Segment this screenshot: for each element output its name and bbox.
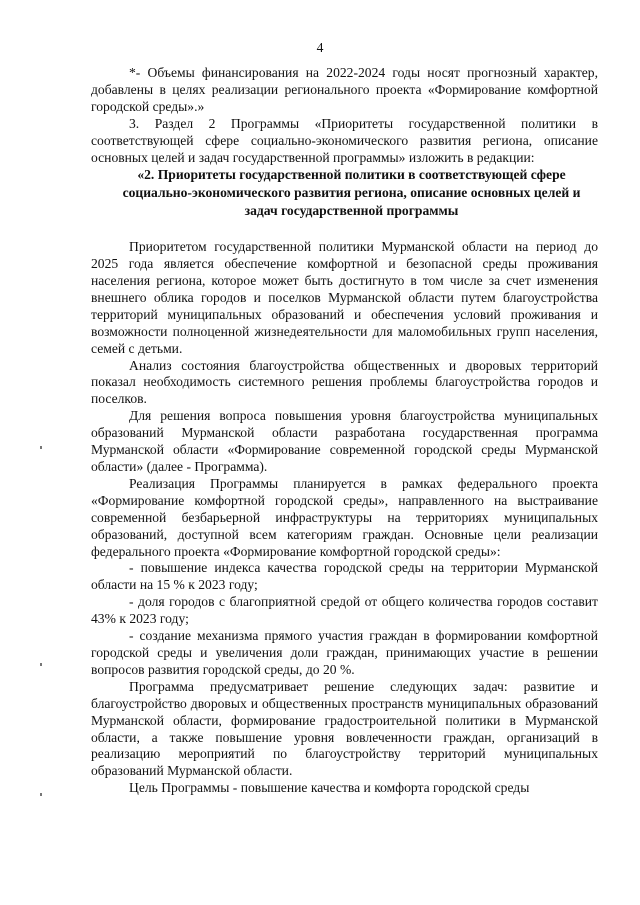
- program-development-paragraph: Для решения вопроса повышения уровня благоустройства муниципальных образований Мурманской области разработана государственная программа Мурманской области «Формирование современной городской среды Мурманской области» (далее - Программа).: [91, 408, 598, 474]
- goal-bullet-participation: - создание механизма прямого участия граждан в формировании комфортной городской среды и увеличения доли граждан, принимающих участие в решении вопросов развития городской среды, до 20 %.: [91, 628, 598, 677]
- heading-spacer: [91, 219, 598, 239]
- page-number: 4: [316, 40, 324, 55]
- program-goal-paragraph: Цель Программы - повышение качества и комфорта городской среды: [129, 780, 530, 796]
- goal-bullet-index: - повышение индекса качества городской среды на территории Мурманской области на 15 % к 2023 году;: [91, 560, 598, 593]
- footnote-paragraph: *- Объемы финансирования на 2022-2024 годы носят прогнозный характер, добавлены в целях реализации регионального проекта «Формирование комфортной городской среды».»: [91, 65, 598, 114]
- section-amendment-paragraph: 3. Раздел 2 Программы «Приоритеты государственной политики в соответствующей сфере социально-экономического развития региона, описание основных целей и задач государственной программы» изложить в редакции:: [91, 115, 598, 165]
- goal-bullet-cities: - доля городов с благоприятной средой от общего количества городов составит 43% к 2023 году;: [91, 594, 598, 627]
- priority-paragraph: Приоритетом государственной политики Мурманской области на период до 2025 года является обеспечение комфортной и безопасной среды проживания населения региона, которое может быть достигнуто в том числе за счет изменения внешнего облика городов и поселков Мурманской области путем благоустройства территорий муниципальных образований и обеспечения условий проживания и возможности полноценной жизнедеятельности для маломобильных групп населения, семей с детьми.: [91, 239, 598, 356]
- federal-project-paragraph: Реализация Программы планируется в рамках федерального проекта «Формирование комфортной городской среды», направленного на выстраивание современной безбарьерной инфраструктуры на территориях муниципальных образований, доступной всем категориям граждан. Основные цели реализации федерального проекта «Формирование комфортной городской среды»:: [91, 475, 598, 559]
- analysis-paragraph: Анализ состояния благоустройства общественных и дворовых территорий показал необходимость системного решения проблемы благоустройства городов и поселков.: [91, 357, 598, 407]
- document-body: [91, 65, 598, 797]
- margin-speck: [40, 446, 42, 449]
- margin-speck: [40, 793, 42, 796]
- margin-speck: [40, 663, 42, 666]
- tasks-paragraph: Программа предусматривает решение следующих задач: развитие и благоустройство дворовых и общественных пространств муниципальных образований Мурманской области, формирование градостроительной политики в Мурманской области, а также повышение уровня вовлеченности граждан, организаций в реализацию мероприятий по благоустройству территорий муниципальных образований Мурманской области.: [91, 678, 598, 779]
- section-heading: «2. Приоритеты государственной политики в соответствующей сфере социально-экономического развития региона, описание основных целей и задач государственной программы: [122, 167, 581, 218]
